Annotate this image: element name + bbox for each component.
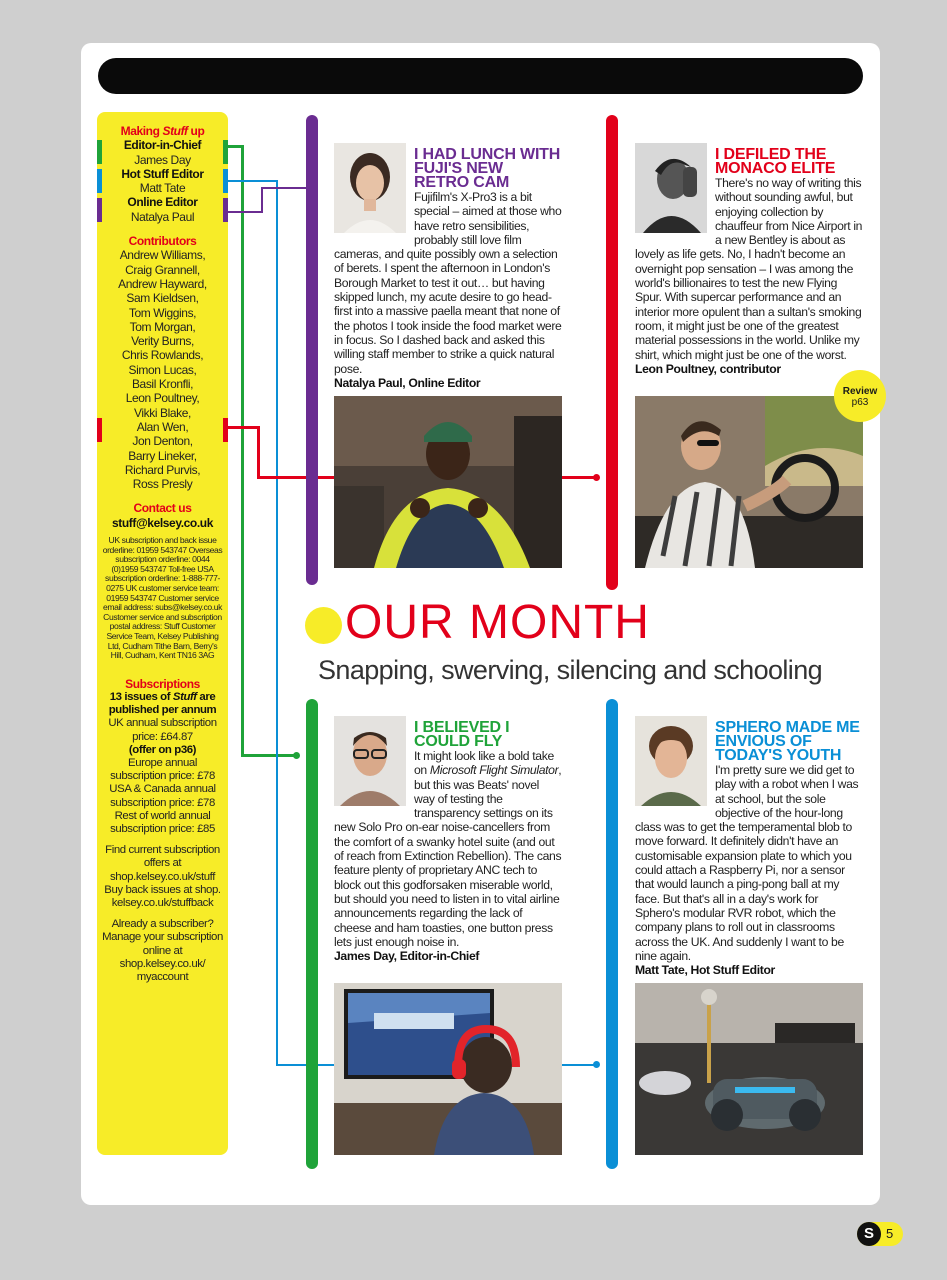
contributors-heading: Contributors bbox=[128, 234, 197, 249]
green-tab bbox=[97, 140, 102, 164]
page-number: 5 bbox=[886, 1226, 894, 1241]
purple-spine bbox=[306, 115, 318, 585]
review-label: Review bbox=[842, 386, 878, 397]
subs-issues: 13 issues of Stuff are published per annum bbox=[108, 691, 217, 717]
staff-name: James Day bbox=[134, 152, 191, 167]
month-subtitle: Snapping, swerving, silencing and schooling bbox=[318, 655, 823, 685]
story-title: SPHERO MADE ME ENVIOUS OF TODAY'S YOUTH bbox=[715, 719, 860, 764]
top-bar bbox=[98, 58, 863, 94]
staff-role: Online Editor bbox=[127, 195, 198, 210]
story-byline: Leon Poultney, contributor bbox=[635, 361, 781, 376]
stuff-logo: S bbox=[857, 1222, 881, 1246]
blue-spine bbox=[606, 699, 618, 1169]
story-body: It might look like a bold take on Microsoft Flight Simulator, but this was Beats' novel way of testing the transparency settings on its new Solo Pro on-ear noise-cancellers from the comfort of a swanky hotel suite (and out of reach from Extinction Rebellion). The cans feature plenty of proprietary ANC tech to block out this godforsaken miserable world, but should you need to listen in to vital airline announcements regarding the lack of cheese and ham toasties, one button press lets just enough noise in. bbox=[334, 749, 562, 949]
red-spine bbox=[606, 115, 618, 590]
contributor-name: Tom Wiggins, bbox=[128, 305, 197, 320]
month-dot bbox=[305, 607, 342, 644]
subs-row-price: Rest of world annual subscription price: £85 bbox=[110, 809, 215, 836]
month-title: OUR MONTH bbox=[345, 596, 650, 649]
staff-role: Editor-in-Chief bbox=[123, 138, 202, 153]
red-tab bbox=[97, 418, 102, 442]
contributor-name: Richard Purvis, bbox=[124, 462, 201, 477]
contact-block bbox=[97, 501, 228, 660]
story-byline: James Day, Editor-in-Chief bbox=[334, 949, 480, 964]
contributor-name: Leon Poultney, bbox=[125, 391, 200, 406]
staff-role: Hot Stuff Editor bbox=[121, 166, 204, 181]
staff-name: Natalya Paul bbox=[130, 209, 195, 224]
purple-tab-right bbox=[223, 198, 228, 222]
contributor-name: Basil Kronfli, bbox=[131, 377, 194, 392]
contributor-name: Sam Kieldsen, bbox=[126, 291, 199, 306]
story-sphero bbox=[635, 716, 863, 977]
contributor-name: Andrew Williams, bbox=[119, 248, 206, 263]
green-tab-right bbox=[223, 140, 228, 164]
subscriptions-block bbox=[97, 677, 228, 985]
story-body: There's no way of writing this without sounding awful, but enjoying collection by chauffeur from Nice Airport in a new Bentley is about as lovely as life gets. No, I hadn't become an overnight pop sensation – I was among the world's billionaires to test the new Flying Spur. With supercar performance and an interior more opulent than a sultan's smoking room, it might just be one of the greatest material possessions in the world. Unlike my shirt, which might just be one of the worst. bbox=[635, 176, 863, 362]
contributor-name: Andrew Hayward, bbox=[118, 276, 207, 291]
contributor-name: Ross Presly bbox=[132, 477, 193, 492]
contributor-name: Vikki Blake, bbox=[133, 405, 191, 420]
contact-heading: Contact us bbox=[133, 501, 192, 516]
contributor-name: Alan Wen, bbox=[136, 419, 189, 434]
blue-tab-right bbox=[223, 169, 228, 193]
contact-email[interactable]: stuff@kelsey.co.uk bbox=[112, 515, 213, 530]
story-byline: Natalya Paul, Online Editor bbox=[334, 375, 481, 390]
subs-manage: Already a subscriber? Manage your subscription online at shop.kelsey.co.uk/ myaccount bbox=[102, 918, 223, 984]
story-body: I'm pretty sure we did get to play with a robot when I was at school, but the sole objective of the hour-long class was to get the temperamental blob to move forward. It definitely didn't have an customisable expansion plate to which you could attach a Raspberry Pi, nor a sensor that would launch a ping-pong ball at my face. But that's all in a day's work for Sphero's modular RVR robot, which the company plans to roll out in classrooms across the UK. And suddenly I want to be nine again. bbox=[635, 763, 859, 963]
story-fuji bbox=[334, 143, 562, 390]
review-badge[interactable] bbox=[834, 370, 886, 422]
staff-block bbox=[97, 124, 228, 224]
story-bentley bbox=[635, 143, 863, 376]
making-stuff-heading: Making Stuff up bbox=[120, 124, 205, 138]
purple-tab bbox=[97, 198, 102, 222]
bentley-driver-photo bbox=[635, 396, 863, 568]
masthead-sidebar bbox=[97, 112, 228, 1155]
contact-details: UK subscription and back issue orderline: 01959 543747 Overseas subscription orderline: 0044 (0)1959 543747 Toll-free USA subscription orderline: 1-888-777-0275 UK customer service team: 01959 543747 Customer service email address: subs@kelsey.co.uk Customer service and subscription postal address: Stuff Customer Service Team, Kelsey Publishing Ltd, Cudham Tithe Barn, Berry's Hill, Cudham, Kent TN16 3AG bbox=[102, 535, 223, 661]
subs-uk-price: UK annual subscription price: £64.87 bbox=[108, 717, 217, 743]
story-byline: Matt Tate, Hot Stuff Editor bbox=[635, 963, 775, 978]
story-title: I BELIEVED I COULD FLY bbox=[414, 719, 510, 750]
contributor-name: Chris Rowlands, bbox=[121, 348, 204, 363]
review-page: p63 bbox=[851, 397, 869, 408]
sphero-robot-photo bbox=[635, 983, 863, 1155]
subs-find-offers: Find current subscription offers at shop.kelsey.co.uk/stuff Buy back issues at shop. kelsey.co.uk/stuffback bbox=[104, 844, 221, 910]
subs-europe-price: Europe annual subscription price: £78 bbox=[110, 757, 215, 783]
blue-tab bbox=[97, 169, 102, 193]
staff-name: Matt Tate bbox=[139, 181, 186, 196]
subs-usa-price: USA & Canada annual subscription price: £78 bbox=[109, 783, 216, 809]
page-number-badge bbox=[857, 1222, 903, 1246]
red-tab-right bbox=[223, 418, 228, 442]
market-worker-photo bbox=[334, 396, 562, 568]
flight-sim-photo bbox=[334, 983, 562, 1155]
contributor-name: Simon Lucas, bbox=[128, 362, 197, 377]
story-title: I HAD LUNCH WITH FUJI'S NEW RETRO CAM bbox=[414, 146, 561, 191]
story-beats bbox=[334, 716, 562, 963]
natalya-portrait bbox=[334, 143, 406, 233]
matt-portrait bbox=[635, 716, 707, 806]
green-spine bbox=[306, 699, 318, 1169]
contributor-name: Verity Burns, bbox=[131, 334, 194, 349]
contributor-name: Craig Grannell, bbox=[125, 262, 200, 277]
subs-offer: (offer on p36) bbox=[128, 743, 197, 756]
james-portrait bbox=[334, 716, 406, 806]
subscriptions-heading: Subscriptions bbox=[125, 676, 200, 691]
story-title: I DEFILED THE MONACO ELITE bbox=[715, 146, 836, 177]
leon-portrait bbox=[635, 143, 707, 233]
contributor-name: Barry Lineker, bbox=[128, 448, 197, 463]
contributors-block bbox=[97, 234, 228, 491]
contributor-name: Jon Denton, bbox=[132, 434, 193, 449]
story-body: Fujifilm's X-Pro3 is a bit special – aimed at those who have retro sensibilities, probably still love film cameras, and quite possibly own a selection of berets. I spent the afternoon in London's Borough Market to test it out… but having skipped lunch, my acute desire to go head-first into a massive paella meant that none of the photos I took inside the food market were in focus. So I dashed back and asked this willing staff member to strike a quick natural pose. bbox=[334, 190, 562, 376]
contributor-name: Tom Morgan, bbox=[129, 319, 196, 334]
